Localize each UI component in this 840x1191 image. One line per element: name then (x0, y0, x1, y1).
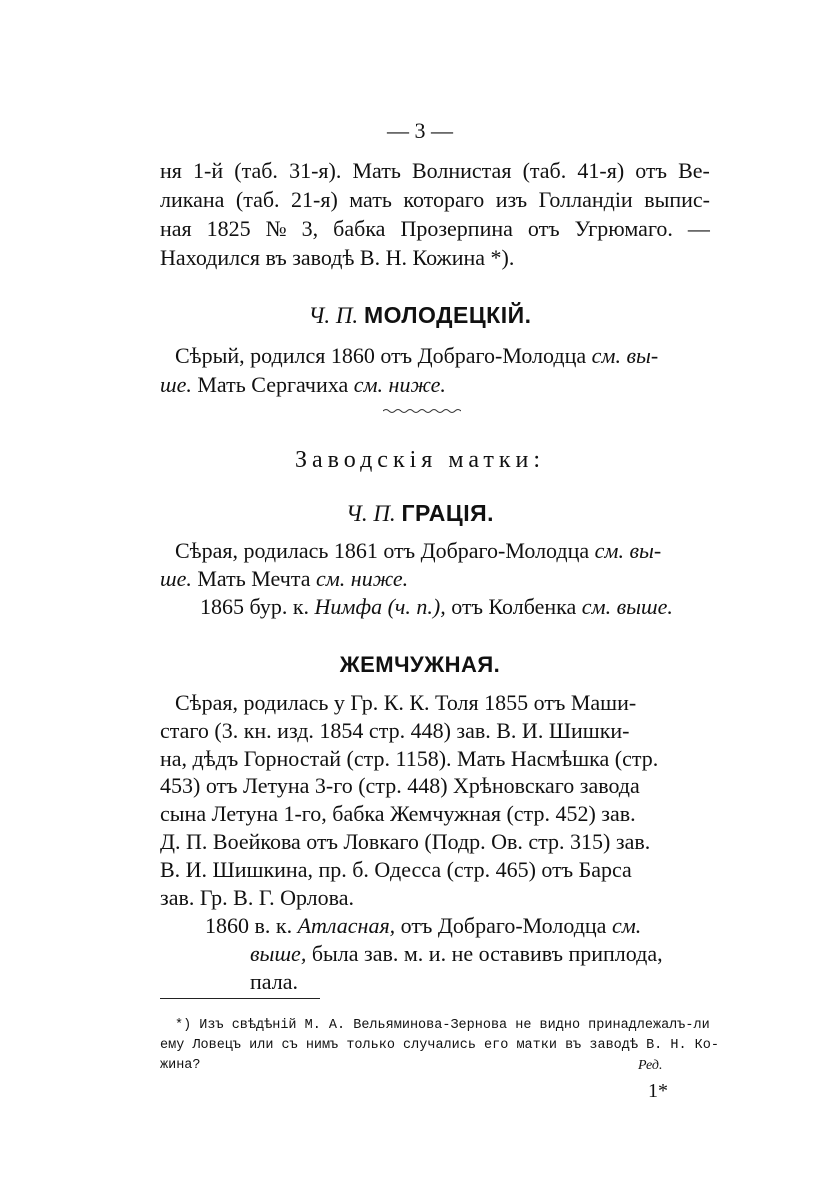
word: ная (160, 216, 192, 241)
text-line: выше, была зав. м. и. не оставивъ приплода, (250, 941, 663, 966)
text-line: Сѣрый, родился 1860 отъ Добраго-Молодца см. вы- (175, 343, 659, 368)
text-line: ше. Мать Мечта см. ниже. (160, 566, 409, 591)
word: 41-я) (577, 158, 625, 183)
footnote-line: жина? (160, 1058, 201, 1073)
text-line (160, 187, 710, 213)
text-line: 1865 бур. к. Нимфа (ч. п.), отъ Колбенка см. выше. (200, 594, 673, 619)
text-line (160, 216, 710, 242)
word: 1825 (206, 216, 251, 241)
text-line: пала. (250, 969, 298, 994)
footnote-editor-mark: Ред. (638, 1058, 663, 1073)
text-line (160, 158, 710, 184)
footnote-line: *) Изъ свѣдѣній М. А. Вельяминова-Зернова не видно принадлежалъ-ли (175, 1018, 710, 1033)
word: изъ (495, 187, 528, 212)
text-line: Д. П. Воейкова отъ Ловкаго (Подр. Ов. стр. 315) зав. (160, 829, 651, 854)
word: (таб. (234, 158, 278, 183)
word: № (265, 216, 287, 241)
text-line: Сѣрая, родилась у Гр. К. К. Толя 1855 отъ Маши- (175, 690, 637, 715)
text-line: Находился въ заводѣ В. Н. Кожина *). (160, 245, 515, 270)
entry-heading-zhemchuzhnaya: ЖЕМЧУЖНАЯ. (339, 652, 501, 677)
word: Ве- (678, 158, 710, 183)
text-line: 453) отъ Летуна 3-го (стр. 448) Хрѣновскаго завода (160, 773, 640, 798)
entry-heading-molodetsky: Ч. П. МОЛОДЕЦКІЙ. (308, 302, 532, 328)
text-line: В. И. Шишкина, пр. б. Одесса (стр. 465) отъ Барса (160, 857, 632, 882)
section-title: Заводскія матки: (294, 447, 546, 473)
word: Прозерпина (400, 216, 513, 241)
word: Волнистая (412, 158, 512, 183)
word: мать (349, 187, 392, 212)
text-line: Сѣрая, родилась 1861 отъ Добраго-Молодца см. вы- (175, 538, 662, 563)
text-line: сына Летуна 1-го, бабка Жемчужная (стр. 452) зав. (160, 801, 636, 826)
word: бабка (333, 216, 386, 241)
word: отъ (527, 216, 560, 241)
text-line: 1860 в. к. Атласная, отъ Добраго-Молодца см. (205, 913, 642, 938)
word: 21-я) (291, 187, 338, 212)
word: ликана (160, 187, 225, 212)
decorative-divider (383, 407, 461, 415)
word: 1-й (193, 158, 224, 183)
word: (таб. (522, 158, 567, 183)
page-number: — 3 — (387, 118, 453, 143)
word: ня (160, 158, 182, 183)
word: Угрюмаго. (574, 216, 673, 241)
word: Голландіи (538, 187, 633, 212)
word: (таб. (235, 187, 280, 212)
text-line: стаго (3. кн. изд. 1854 стр. 448) зав. В. И. Шишки- (160, 718, 630, 743)
text-line: зав. Гр. В. Г. Орлова. (160, 885, 355, 910)
footnote-rule (160, 998, 320, 999)
word: котораго (403, 187, 485, 212)
word: выпис- (644, 187, 710, 212)
entry-heading-gratsia: Ч. П. ГРАЦІЯ. (345, 500, 495, 526)
signature-mark: 1* (648, 1080, 668, 1102)
text-line: на, дѣдъ Горностай (стр. 1158). Мать Насмѣшка (стр. (160, 746, 659, 771)
word: — (687, 216, 710, 241)
word: Мать (352, 158, 401, 183)
word: отъ (635, 158, 667, 183)
word: 3, (301, 216, 319, 241)
text-line: ше. Мать Сергачиха см. ниже. (160, 372, 446, 397)
word: 31-я). (289, 158, 342, 183)
footnote-line: ему Ловецъ или съ нимъ только случались его матки въ заводѣ В. Н. Ко- (160, 1038, 719, 1053)
